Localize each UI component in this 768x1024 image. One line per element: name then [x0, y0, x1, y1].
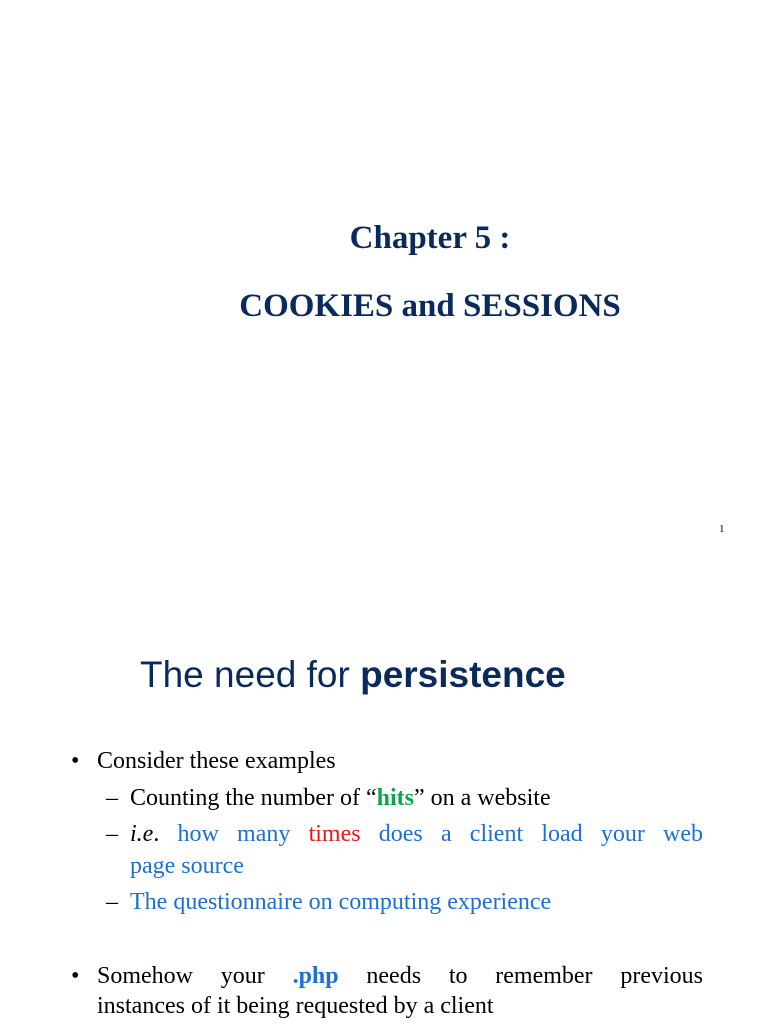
dash-marker: – — [106, 785, 118, 811]
questionnaire-text: The questionnaire on computing experience — [130, 889, 552, 915]
dash-marker: – — [106, 889, 118, 915]
ie-dot: . — [153, 821, 178, 847]
load-web-text: does a client load your web — [360, 821, 704, 847]
sub-bullet-continuation: page source — [130, 853, 244, 879]
dash-marker: – — [106, 821, 118, 847]
chapter-title: Chapter 5 : — [349, 220, 511, 256]
hits-highlight: hits — [376, 785, 414, 811]
bullet-marker: • — [71, 748, 80, 774]
heading-plain: The need for — [140, 654, 361, 695]
ie-text: i.e — [130, 821, 154, 847]
chapter-subtitle: COOKIES and SESSIONS — [239, 288, 621, 324]
sub-bullet-text-before: Counting the number of “ — [130, 785, 377, 811]
sub-bullet-text-after: ” on a website — [413, 785, 551, 811]
slide-2 — [0, 580, 768, 1024]
heading-bold: persistence — [360, 654, 566, 695]
bullet-text-after: needs to remember previous — [338, 963, 703, 989]
bullet-text: Consider these examples — [97, 748, 336, 774]
bullet-text-before: Somehow your — [97, 963, 293, 989]
slide-heading — [140, 652, 566, 698]
bullet-php-remember — [71, 961, 703, 991]
php-highlight: .php — [292, 963, 339, 989]
times-highlight: times — [308, 821, 361, 847]
sub-bullet-questionnaire — [106, 887, 552, 917]
sub-bullet-how-many-times — [106, 819, 704, 849]
how-many-text: how many — [177, 821, 309, 847]
bullet-continuation: instances of it being requested by a client — [97, 993, 494, 1019]
bullet-consider-examples — [71, 746, 336, 776]
sub-bullet-hits — [106, 783, 551, 813]
page-number: 1 — [719, 523, 725, 535]
bullet-marker: • — [71, 963, 80, 989]
